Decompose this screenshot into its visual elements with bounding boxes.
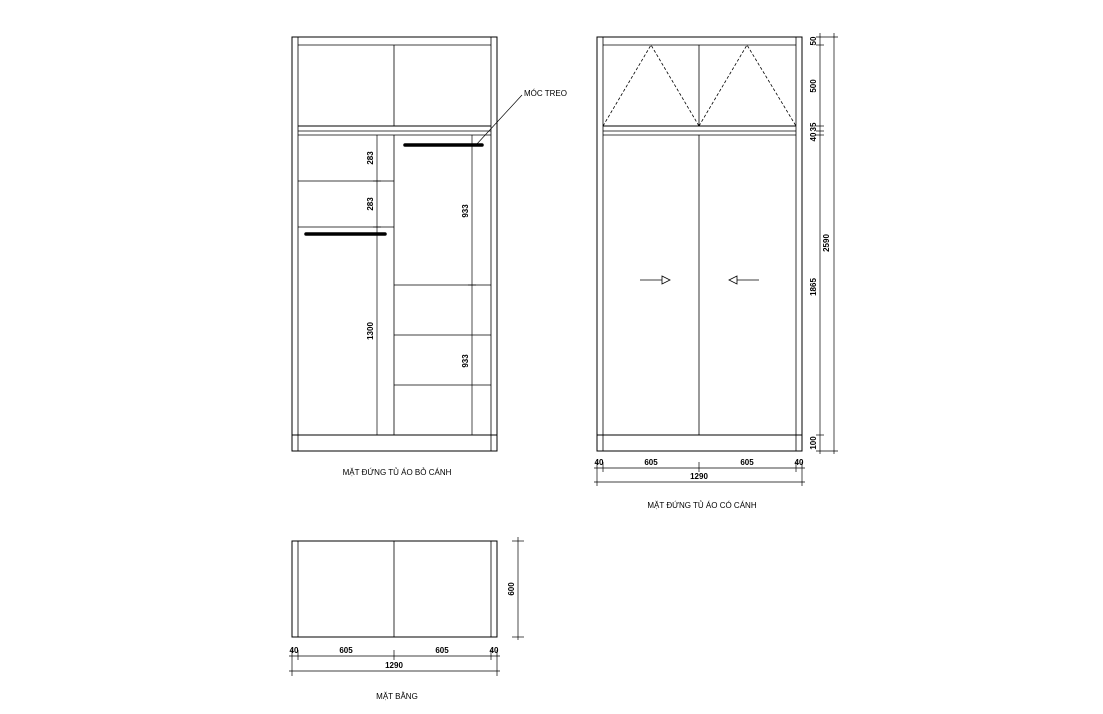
- dim-total-width: 1290: [385, 661, 403, 670]
- top-door-left-swing: [603, 45, 699, 126]
- dim-total-width: 1290: [690, 472, 708, 481]
- dim-shelf-2: 283: [366, 197, 375, 211]
- dim-shelf-1: 283: [366, 151, 375, 165]
- dim-side-right: 40: [794, 458, 804, 467]
- dim-divider-a: 40: [809, 132, 818, 142]
- plan-view: [289, 537, 524, 701]
- callout-label: MÓC TREO: [524, 89, 567, 98]
- dim-top-rail: 50: [809, 36, 818, 46]
- elevation-open: [292, 37, 567, 477]
- caption-plan: MẶT BẰNG: [376, 692, 418, 701]
- door-right-arrow: [729, 276, 759, 284]
- dim-plinth: 100: [809, 436, 818, 450]
- dim-bay-left: 605: [339, 646, 353, 655]
- dim-side-left: 40: [289, 646, 299, 655]
- cabinet-outline: [597, 37, 802, 451]
- callout-leader: [476, 95, 522, 145]
- dim-total-height: 2590: [822, 234, 831, 252]
- plan-outline: [292, 541, 497, 637]
- dim-depth: 600: [507, 582, 516, 596]
- caption-doors: MẶT ĐỨNG TỦ ÁO CÓ CÁNH: [647, 501, 757, 510]
- dim-bay-right: 605: [435, 646, 449, 655]
- top-door-right-swing: [699, 45, 796, 126]
- cabinet-outline: [292, 37, 497, 451]
- door-left-arrow: [640, 276, 670, 284]
- dim-drawers-right: 933: [461, 354, 470, 368]
- dim-door-right: 605: [740, 458, 754, 467]
- dim-doors-height: 1865: [809, 278, 818, 296]
- dim-hanging-long: 1300: [366, 322, 375, 340]
- elevation-doors: [594, 33, 838, 510]
- dim-divider-b: 35: [809, 122, 818, 132]
- caption-open: MẶT ĐỨNG TỦ ÁO BỎ CÁNH: [342, 468, 452, 477]
- dim-top-box: 500: [809, 79, 818, 93]
- dim-side-left: 40: [594, 458, 604, 467]
- dim-side-right: 40: [489, 646, 499, 655]
- dim-door-left: 605: [644, 458, 658, 467]
- dim-hanging-right: 933: [461, 204, 470, 218]
